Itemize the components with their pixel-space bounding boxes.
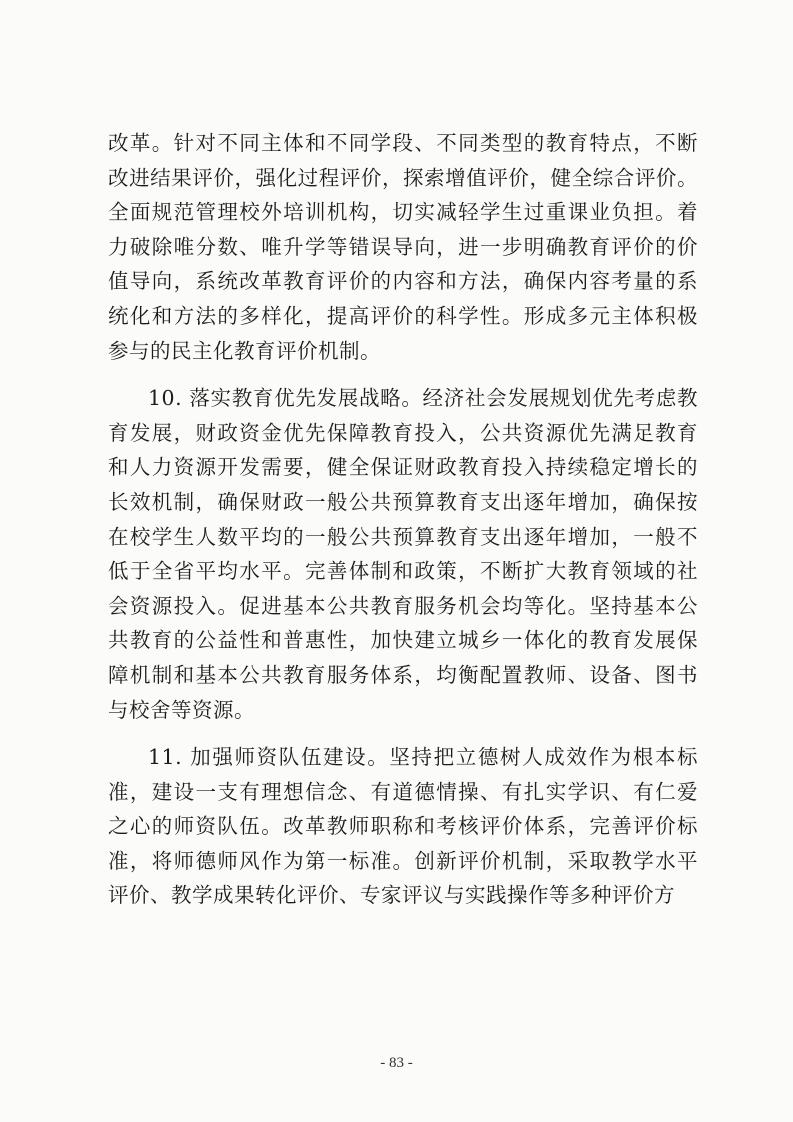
text-line: 与校舍等资源。 (108, 697, 255, 722)
paragraph-gap (108, 368, 698, 381)
text-line: 评价、教学成果转化评价、专家评议与实践操作等多种评价方 (108, 883, 675, 908)
text-line: 会资源投入。促进基本公共教育服务机会均等化。坚持基本公 (108, 593, 698, 618)
text-line: 长效机制，确保财政一般公共预算教育支出逐年增加，确保按 (108, 489, 698, 514)
text-line: 准，将师德师风作为第一标准。创新评价机制，采取教学水平 (108, 848, 698, 873)
text-line: 在校学生人数平均的一般公共预算教育支出逐年增加，一般不 (108, 524, 698, 549)
text-line: 改革。针对不同主体和不同学段、不同类型的教育特点，不断 (108, 131, 698, 155)
text-line: 改进结果评价，强化过程评价，探索增值评价，健全综合评价。 (108, 165, 698, 190)
paragraph-1 (108, 126, 698, 368)
paragraph-2 (108, 381, 698, 727)
page-number: - 83 - (380, 1055, 413, 1071)
text-line: 统化和方法的多样化，提高评价的科学性。形成多元主体积极 (108, 303, 698, 328)
text-line: 育发展，财政资金优先保障教育投入，公共资源优先满足教育 (108, 420, 698, 445)
text-line: 低于全省平均水平。完善体制和政策，不断扩大教育领域的社 (108, 559, 698, 584)
text-line: 共教育的公益性和普惠性，加快建立城乡一体化的教育发展保 (108, 628, 698, 653)
text-line: 值导向，系统改革教育评价的内容和方法，确保内容考量的系 (108, 269, 698, 294)
text-line: 参与的民主化教育评价机制。 (108, 338, 381, 363)
text-line: 之心的师资队伍。改革教师职称和考核评价体系，完善评价标 (108, 814, 698, 839)
text-line: 障机制和基本公共教育服务体系，均衡配置教师、设备、图书 (108, 662, 698, 687)
text-line: 全面规范管理校外培训机构，切实减轻学生过重课业负担。着 (108, 200, 698, 225)
text-line: 10. 落实教育优先发展战略。经济社会发展规划优先考虑教 (148, 386, 698, 411)
text-line: 和人力资源开发需要，健全保证财政教育投入持续稳定增长的 (108, 455, 698, 480)
text-line: 准，建设一支有理想信念、有道德情操、有扎实学识、有仁爱 (108, 779, 698, 804)
text-line: 11. 加强师资队伍建设。坚持把立德树人成效作为根本标 (148, 745, 698, 770)
paragraph-gap (108, 727, 698, 740)
paragraph-3 (108, 740, 698, 913)
body-text (108, 126, 698, 913)
text-line: 力破除唯分数、唯升学等错误导向，进一步明确教育评价的价 (108, 234, 698, 259)
